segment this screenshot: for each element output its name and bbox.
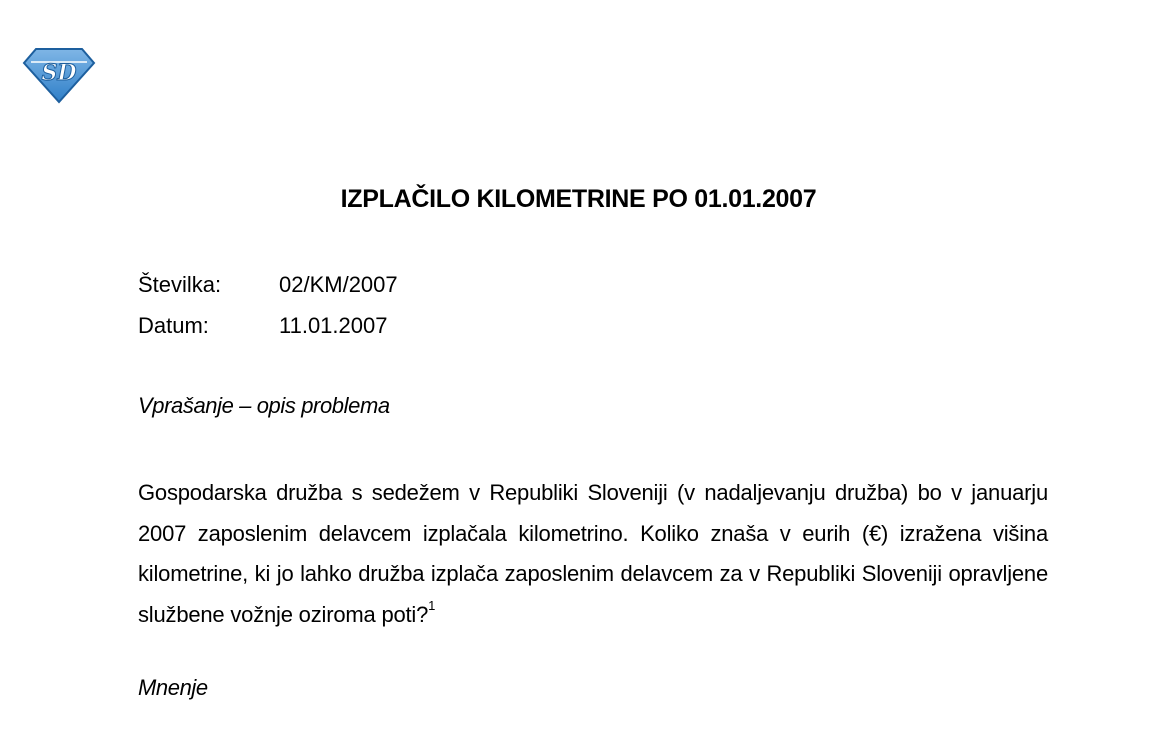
number-value: 02/KM/2007	[279, 272, 398, 297]
date-value: 11.01.2007	[279, 313, 388, 338]
logo-shield-icon	[22, 46, 96, 104]
opinion-heading: Mnenje	[138, 675, 208, 700]
document-title: IZPLAČILO KILOMETRINE PO 01.01.2007	[340, 185, 817, 213]
date-label: Datum:	[138, 313, 209, 338]
question-text: Gospodarska družba s sedežem v Republiki Sloveniji (v nadaljevanju družba) bo v januarju 2007 zaposlenim delavcem izplačala kilometrino. Koliko znaša v eurih (€) izražena višina kilometrine, ki jo lahko družba izplača zaposlenim delavcem za v Republiki Sloveniji opravljene službene vožnje oziroma poti?	[138, 480, 1048, 627]
logo-text: SD	[41, 60, 77, 86]
footnote-marker[interactable]: 1	[428, 598, 436, 614]
company-logo	[22, 46, 96, 104]
number-label: Številka:	[138, 272, 222, 297]
question-paragraph	[138, 473, 1048, 635]
question-heading: Vprašanje – opis problema	[138, 393, 390, 418]
